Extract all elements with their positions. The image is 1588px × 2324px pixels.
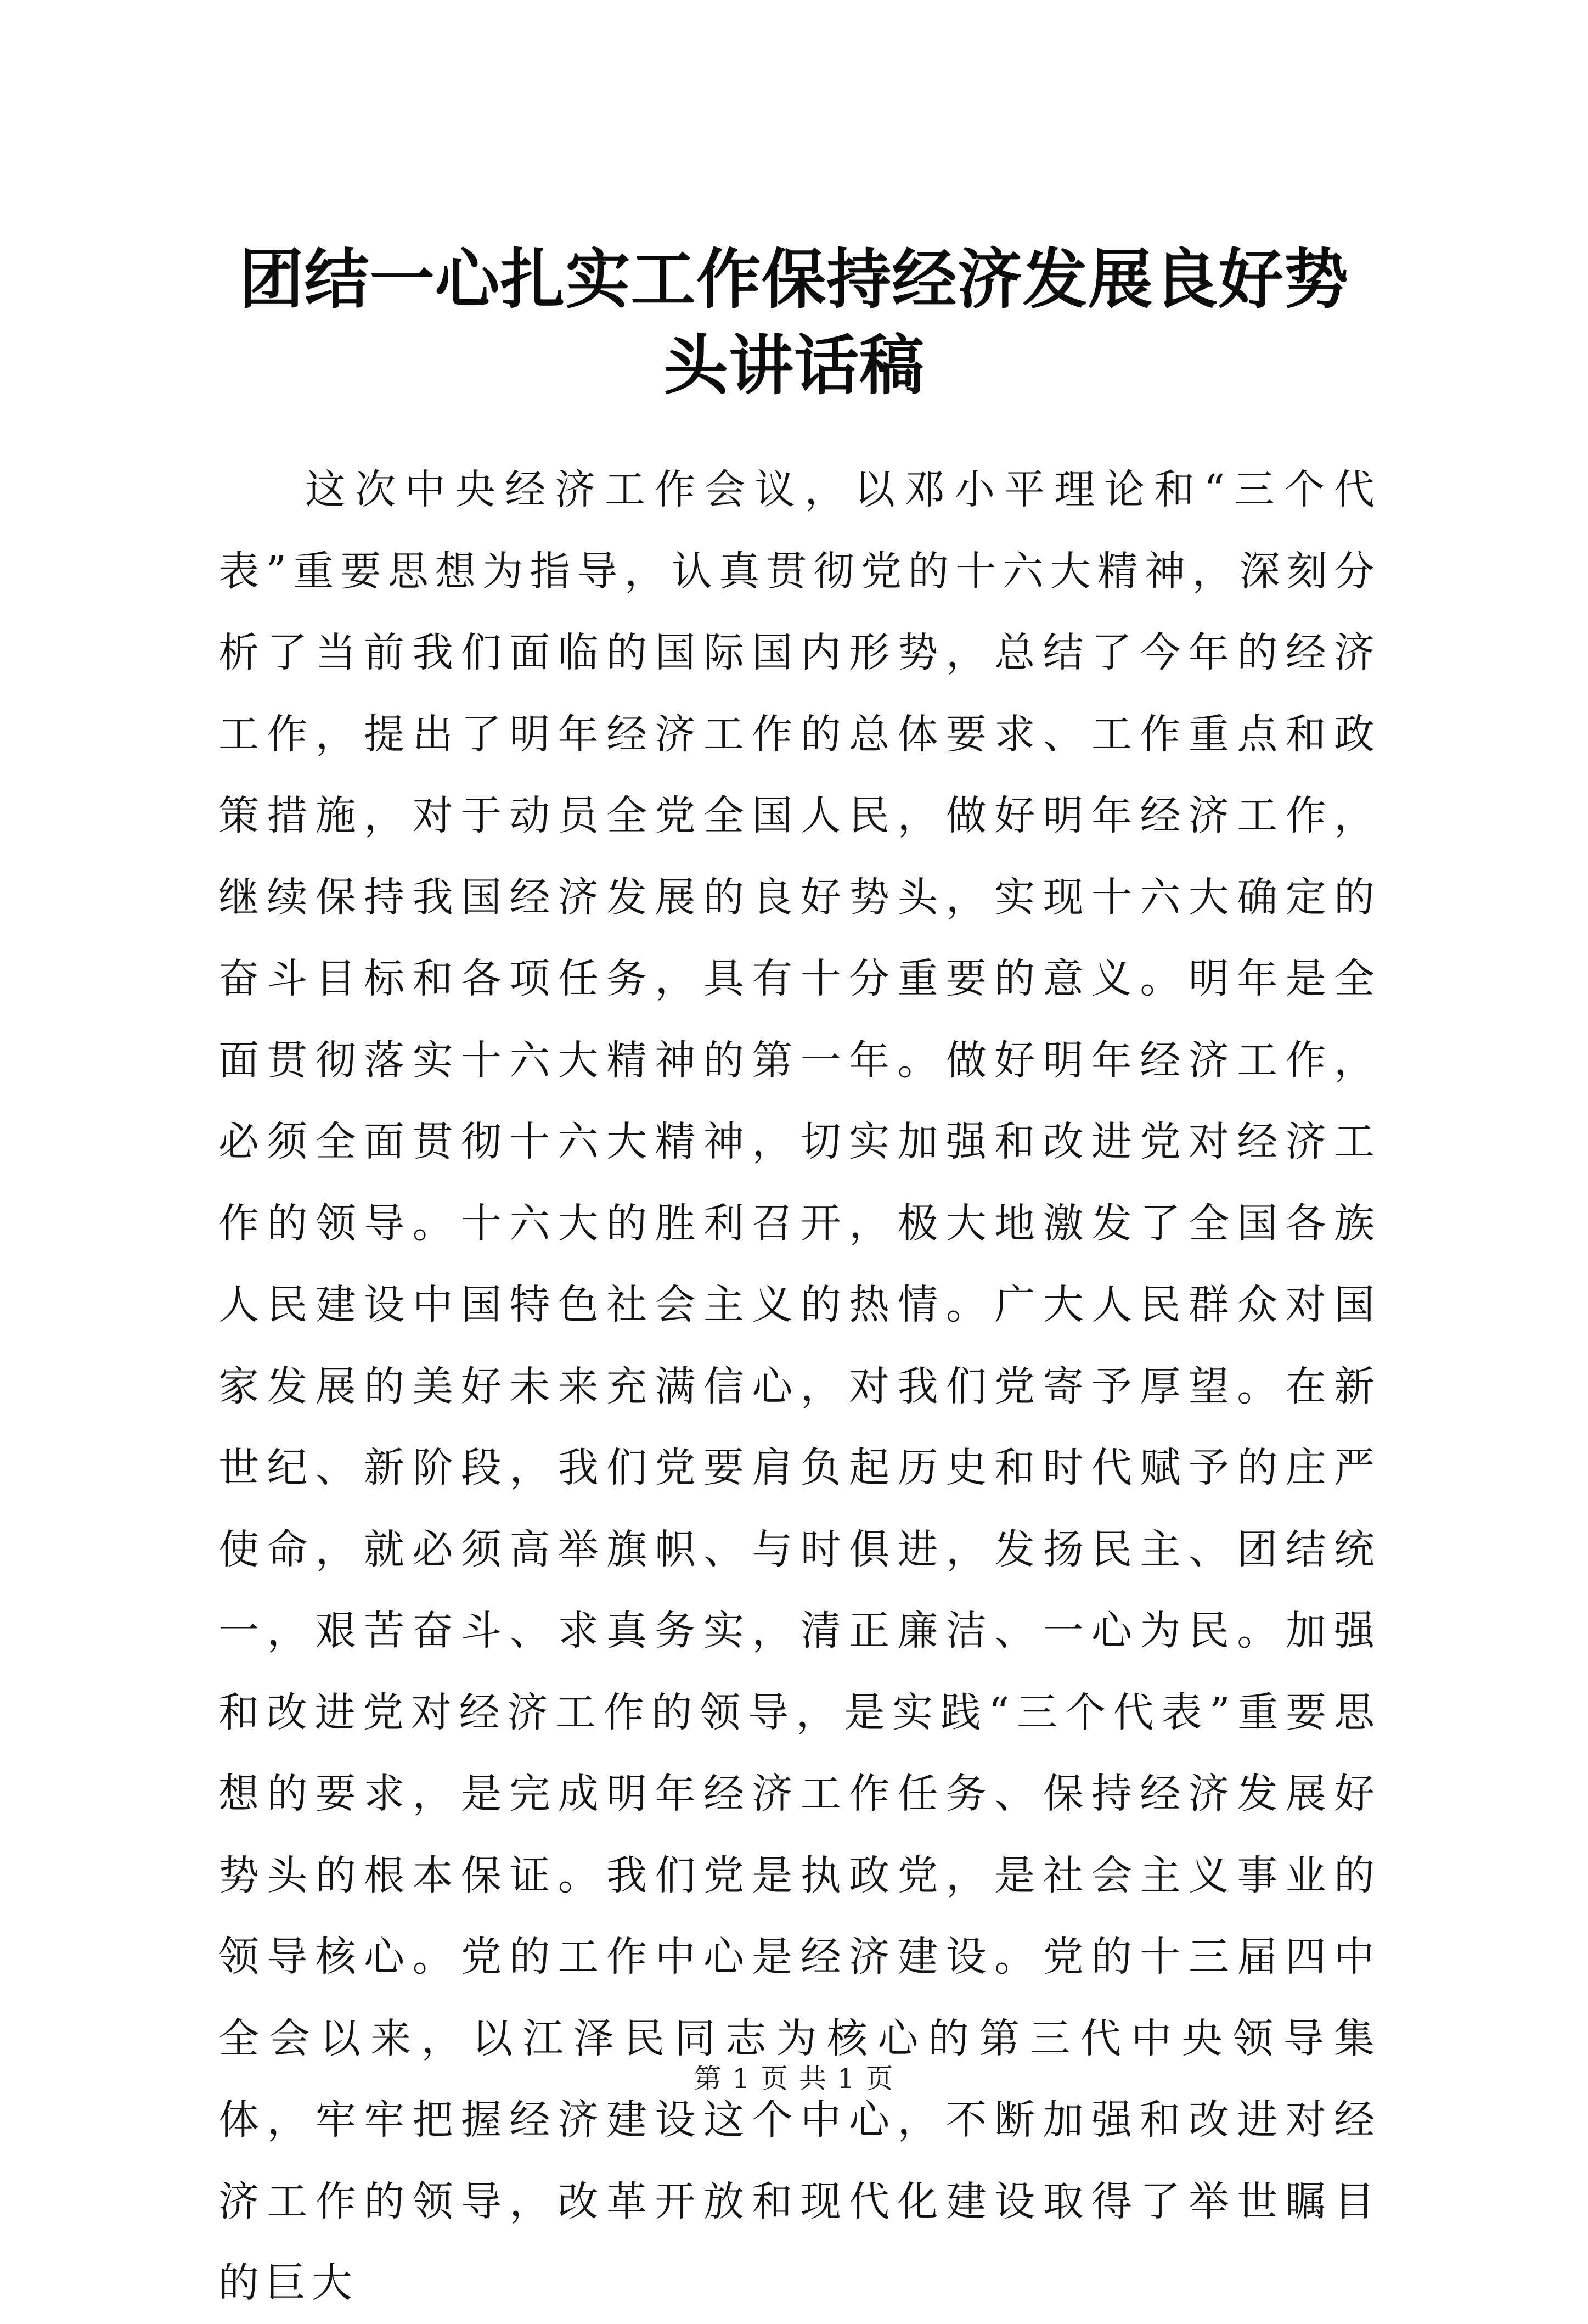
- body-paragraph: 这次中央经济工作会议，以邓小平理论和“三个代表”重要思想为指导，认真贯彻党的十六大精神，深刻分析了当前我们面临的国际国内形势，总结了今年的经济工作，提出了明年经济工作的总体要求、工作重点和政策措施，对于动员全党全国人民，做好明年经济工作，继续保持我国经济发展的良好势头，实现十六大确定的奋斗目标和各项任务，具有十分重要的意义。明年是全面贯彻落实十六大精神的第一年。做好明年经济工作，必须全面贯彻十六大精神，切实加强和改进党对经济工作的领导。十六大的胜利召开，极大地激发了全国各族人民建设中国特色社会主义的热情。广大人民群众对国家发展的美好未来充满信心，对我们党寄予厚望。在新世纪、新阶段，我们党要肩负起历史和时代赋予的庄严使命，就必须高举旗帜、与时俱进，发扬民主、团结统一，艰苦奋斗、求真务实，清正廉洁、一心为民。加强和改进党对经济工作的领导，是实践“三个代表”重要思想的要求，是完成明年经济工作任务、保持经济发展好势头的根本保证。我们党是执政党，是社会主义事业的领导核心。党的工作中心是经济建设。党的十三届四中全会以来，以江泽民同志为核心的第三代中央领导集体，牢牢把握经济建设这个中心，不断加强和改进对经济工作的领导，改革开放和现代化建设取得了举世瞩目的巨大: [218, 466, 1381, 2306]
- document-title: 团结一心扎实工作保持经济发展良好势头讲话稿: [239, 241, 1349, 403]
- page-number-footer: 第 1 页 共 1 页: [694, 2063, 894, 2095]
